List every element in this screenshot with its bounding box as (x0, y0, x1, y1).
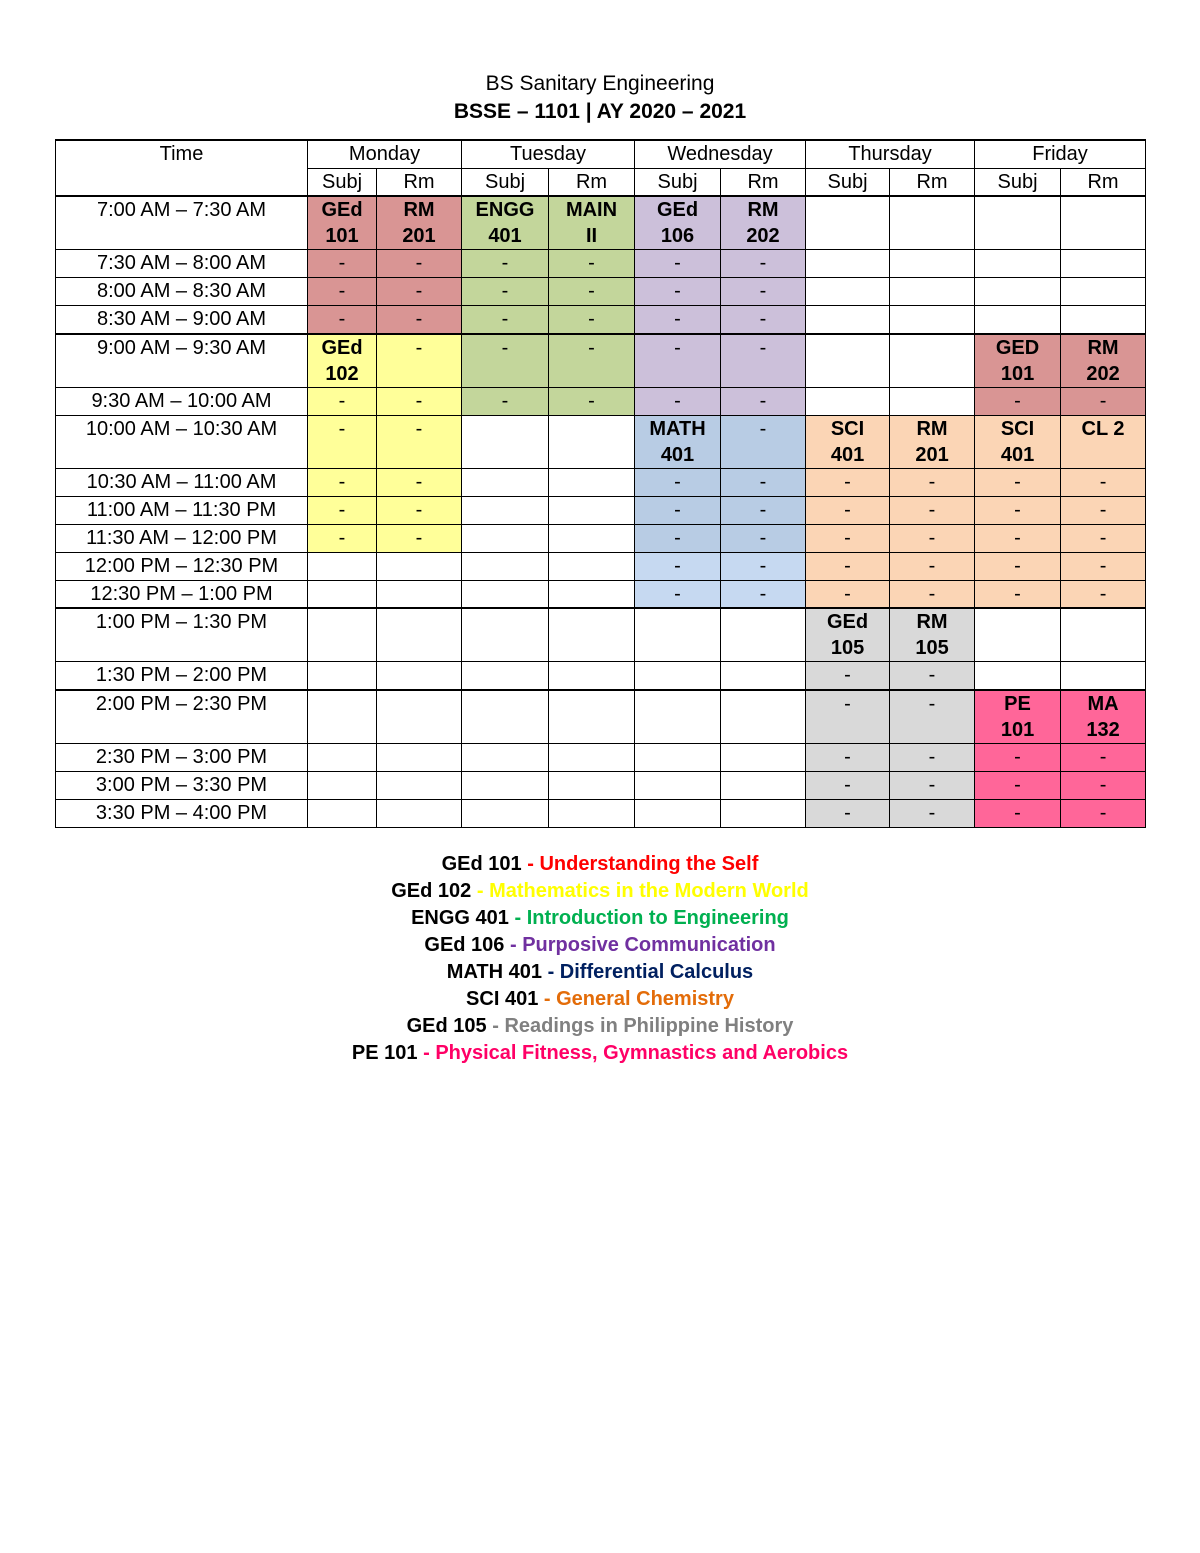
subject-cell (635, 743, 721, 771)
subheader-rm: Rm (549, 168, 635, 196)
subject-cell (806, 278, 890, 306)
subject-cell (462, 662, 549, 690)
legend-item (0, 905, 1200, 932)
room-cell: - (890, 662, 975, 690)
time-slot: 9:00 AM – 9:30 AM (56, 334, 308, 388)
time-slot: 11:30 AM – 12:00 PM (56, 524, 308, 552)
legend-code: GEd 105 (406, 1015, 487, 1037)
legend-code: PE 101 (351, 1042, 418, 1064)
room-cell: - (377, 387, 462, 415)
room-cell: RM 202 (1061, 334, 1146, 388)
subheader-subj: Subj (462, 168, 549, 196)
legend-subject-name: Mathematics in the Modern World (489, 880, 809, 902)
room-cell (1061, 278, 1146, 306)
room-cell (377, 743, 462, 771)
subject-cell: - (806, 662, 890, 690)
schedule-row (56, 662, 1146, 690)
room-cell: - (721, 306, 806, 334)
legend-item (0, 1013, 1200, 1040)
room-cell: - (721, 250, 806, 278)
subject-cell (462, 468, 549, 496)
room-cell: - (1061, 580, 1146, 608)
subject-cell (308, 662, 377, 690)
room-cell (890, 196, 975, 250)
subject-cell: GEd 105 (806, 608, 890, 662)
subject-cell (635, 771, 721, 799)
room-cell: - (1061, 524, 1146, 552)
time-slot: 1:30 PM – 2:00 PM (56, 662, 308, 690)
legend-separator: - (417, 1042, 436, 1064)
time-slot: 12:00 PM – 12:30 PM (56, 552, 308, 580)
room-cell (549, 690, 635, 744)
subject-cell: - (462, 278, 549, 306)
subheader-rm: Rm (721, 168, 806, 196)
subject-legend (0, 851, 1200, 1067)
room-cell (890, 278, 975, 306)
subject-cell: - (975, 771, 1061, 799)
legend-code: MATH 401 (446, 961, 543, 983)
room-cell: - (377, 468, 462, 496)
subject-cell (462, 580, 549, 608)
legend-code: GEd 106 (424, 934, 505, 956)
subject-cell: - (975, 799, 1061, 827)
subject-cell: - (462, 306, 549, 334)
room-cell: - (1061, 387, 1146, 415)
schedule-row (56, 415, 1146, 468)
legend-code: GEd 102 (391, 880, 472, 902)
room-cell: - (890, 771, 975, 799)
schedule-table (55, 139, 1146, 828)
program-title: BS Sanitary Engineering (485, 72, 715, 95)
subject-cell: - (308, 468, 377, 496)
room-cell: - (721, 468, 806, 496)
room-cell (549, 552, 635, 580)
subject-cell: GEd 102 (308, 334, 377, 388)
legend-separator: - (521, 853, 540, 875)
subheader-subj: Subj (635, 168, 721, 196)
subheader-rm: Rm (890, 168, 975, 196)
subheader-rm: Rm (377, 168, 462, 196)
room-cell (721, 771, 806, 799)
room-cell (377, 608, 462, 662)
schedule-row (56, 771, 1146, 799)
subject-cell: - (635, 580, 721, 608)
subject-cell (308, 580, 377, 608)
subject-cell (462, 799, 549, 827)
subject-cell (462, 496, 549, 524)
time-slot: 1:00 PM – 1:30 PM (56, 608, 308, 662)
legend-subject-name: Understanding the Self (539, 853, 759, 875)
room-cell (377, 771, 462, 799)
day-header-friday: Friday (975, 140, 1146, 168)
legend-subject-name: Physical Fitness, Gymnastics and Aerobics (435, 1042, 849, 1064)
room-cell (1061, 662, 1146, 690)
room-cell: - (377, 250, 462, 278)
subject-cell: - (308, 306, 377, 334)
room-cell: - (721, 580, 806, 608)
subject-cell (806, 306, 890, 334)
subject-cell: - (806, 552, 890, 580)
legend-item (0, 878, 1200, 905)
subject-cell (635, 662, 721, 690)
subheader-rm: Rm (1061, 168, 1146, 196)
subject-cell: - (806, 468, 890, 496)
legend-separator: - (471, 880, 490, 902)
room-cell (549, 743, 635, 771)
subject-cell: SCI 401 (806, 415, 890, 468)
room-cell (377, 552, 462, 580)
time-slot: 12:30 PM – 1:00 PM (56, 580, 308, 608)
subject-cell (308, 743, 377, 771)
room-cell: - (1061, 771, 1146, 799)
legend-subject-name: Differential Calculus (559, 961, 754, 983)
subject-cell: GED 101 (975, 334, 1061, 388)
subject-cell: - (635, 524, 721, 552)
room-cell (549, 771, 635, 799)
legend-item (0, 1040, 1200, 1067)
room-cell: MAIN II (549, 196, 635, 250)
schedule-row (56, 743, 1146, 771)
subject-cell (975, 662, 1061, 690)
subject-cell: - (975, 524, 1061, 552)
subject-cell: - (635, 387, 721, 415)
room-cell (1061, 196, 1146, 250)
room-cell: - (890, 524, 975, 552)
subject-cell: - (308, 496, 377, 524)
room-cell: - (377, 306, 462, 334)
subject-cell (806, 334, 890, 388)
legend-subject-name: Readings in Philippine History (504, 1015, 794, 1037)
room-cell (890, 334, 975, 388)
subject-cell (806, 250, 890, 278)
schedule-row (56, 552, 1146, 580)
room-cell: - (890, 496, 975, 524)
room-cell: - (1061, 552, 1146, 580)
subject-cell: - (308, 415, 377, 468)
time-slot: 3:00 PM – 3:30 PM (56, 771, 308, 799)
day-header-monday: Monday (308, 140, 462, 168)
subject-cell: SCI 401 (975, 415, 1061, 468)
subject-cell (462, 524, 549, 552)
room-cell (549, 608, 635, 662)
room-cell (549, 580, 635, 608)
room-cell: MA 132 (1061, 690, 1146, 744)
room-cell: - (890, 690, 975, 744)
room-cell (890, 250, 975, 278)
subject-cell: - (975, 580, 1061, 608)
room-cell: - (549, 306, 635, 334)
time-slot: 8:30 AM – 9:00 AM (56, 306, 308, 334)
schedule-row (56, 524, 1146, 552)
subject-cell: GEd 101 (308, 196, 377, 250)
legend-code: GEd 101 (441, 853, 522, 875)
room-cell: - (377, 415, 462, 468)
room-cell: RM 105 (890, 608, 975, 662)
room-cell: - (549, 387, 635, 415)
subject-cell: - (806, 496, 890, 524)
room-cell (721, 690, 806, 744)
subject-cell: - (975, 496, 1061, 524)
legend-subject-name: Purposive Communication (522, 934, 776, 956)
room-cell (377, 662, 462, 690)
subject-cell: - (462, 387, 549, 415)
time-column-header: Time (56, 140, 308, 196)
subject-cell (462, 415, 549, 468)
time-slot: 7:00 AM – 7:30 AM (56, 196, 308, 250)
room-cell: - (1061, 799, 1146, 827)
subject-cell (975, 306, 1061, 334)
room-cell: - (1061, 743, 1146, 771)
room-cell: - (377, 278, 462, 306)
schedule-row (56, 690, 1146, 744)
subject-cell: - (635, 278, 721, 306)
subject-cell (462, 743, 549, 771)
room-cell: CL 2 (1061, 415, 1146, 468)
subject-cell: - (975, 468, 1061, 496)
schedule-row (56, 580, 1146, 608)
schedule-row (56, 468, 1146, 496)
schedule-row (56, 278, 1146, 306)
room-cell (549, 468, 635, 496)
legend-separator: - (542, 961, 560, 983)
subject-cell (462, 608, 549, 662)
room-cell: - (890, 799, 975, 827)
schedule-row (56, 799, 1146, 827)
subject-cell (462, 771, 549, 799)
room-cell: RM 201 (377, 196, 462, 250)
room-cell: - (890, 468, 975, 496)
legend-separator: - (508, 907, 527, 929)
legend-item (0, 851, 1200, 878)
time-slot: 2:30 PM – 3:00 PM (56, 743, 308, 771)
room-cell: - (721, 278, 806, 306)
room-cell: - (549, 334, 635, 388)
room-cell (549, 799, 635, 827)
time-slot: 10:30 AM – 11:00 AM (56, 468, 308, 496)
subject-cell: - (308, 250, 377, 278)
subject-cell (635, 799, 721, 827)
legend-item (0, 959, 1200, 986)
subject-cell: GEd 106 (635, 196, 721, 250)
schedule-title-block (0, 70, 1200, 126)
subject-cell (308, 608, 377, 662)
day-header-thursday: Thursday (806, 140, 975, 168)
legend-separator: - (486, 1015, 505, 1037)
time-slot: 9:30 AM – 10:00 AM (56, 387, 308, 415)
subheader-subj: Subj (975, 168, 1061, 196)
subject-cell: - (806, 580, 890, 608)
subject-cell (975, 278, 1061, 306)
room-cell: - (377, 334, 462, 388)
room-cell: - (1061, 496, 1146, 524)
subject-cell: - (462, 250, 549, 278)
legend-separator: - (538, 988, 557, 1010)
legend-subject-name: General Chemistry (556, 988, 734, 1010)
room-cell: - (377, 524, 462, 552)
subject-cell: - (635, 552, 721, 580)
subject-cell (806, 387, 890, 415)
subject-cell (462, 690, 549, 744)
subheader-subj: Subj (308, 168, 377, 196)
subject-cell: - (806, 743, 890, 771)
subject-cell (975, 196, 1061, 250)
subject-cell: - (975, 387, 1061, 415)
schedule-row (56, 496, 1146, 524)
room-cell: - (549, 278, 635, 306)
room-cell: - (890, 552, 975, 580)
room-cell (1061, 250, 1146, 278)
schedule-row (56, 334, 1146, 388)
subject-cell: - (635, 334, 721, 388)
subject-cell (462, 552, 549, 580)
time-slot: 10:00 AM – 10:30 AM (56, 415, 308, 468)
subject-cell: - (635, 468, 721, 496)
schedule-row (56, 196, 1146, 250)
subject-cell: - (806, 771, 890, 799)
subject-cell: - (462, 334, 549, 388)
time-slot: 8:00 AM – 8:30 AM (56, 278, 308, 306)
schedule-row (56, 250, 1146, 278)
subject-cell (635, 690, 721, 744)
subject-cell: - (308, 524, 377, 552)
legend-separator: - (504, 934, 523, 956)
schedule-row (56, 387, 1146, 415)
room-cell: - (890, 743, 975, 771)
room-cell: - (377, 496, 462, 524)
subject-cell (635, 608, 721, 662)
time-slot: 3:30 PM – 4:00 PM (56, 799, 308, 827)
subject-cell (308, 799, 377, 827)
room-cell: - (721, 415, 806, 468)
subject-cell: ENGG 401 (462, 196, 549, 250)
time-slot: 11:00 AM – 11:30 PM (56, 496, 308, 524)
room-cell (1061, 608, 1146, 662)
room-cell (549, 496, 635, 524)
subject-cell: - (806, 524, 890, 552)
subheader-subj: Subj (806, 168, 890, 196)
legend-item (0, 932, 1200, 959)
room-cell (1061, 306, 1146, 334)
subject-cell: - (806, 690, 890, 744)
room-cell: - (721, 496, 806, 524)
room-cell: - (721, 334, 806, 388)
room-cell (721, 608, 806, 662)
room-cell: - (721, 524, 806, 552)
legend-item (0, 986, 1200, 1013)
subject-cell (806, 196, 890, 250)
room-cell (890, 306, 975, 334)
room-cell (721, 799, 806, 827)
room-cell (377, 799, 462, 827)
legend-code: ENGG 401 (411, 907, 509, 929)
day-header-wednesday: Wednesday (635, 140, 806, 168)
time-slot: 2:00 PM – 2:30 PM (56, 690, 308, 744)
subject-cell: MATH 401 (635, 415, 721, 468)
day-header-tuesday: Tuesday (462, 140, 635, 168)
room-cell (377, 690, 462, 744)
subject-cell (975, 250, 1061, 278)
room-cell (549, 415, 635, 468)
subject-cell: - (635, 306, 721, 334)
room-cell: - (721, 552, 806, 580)
schedule-row (56, 306, 1146, 334)
subject-cell: - (806, 799, 890, 827)
room-cell (549, 662, 635, 690)
room-cell (890, 387, 975, 415)
subject-cell: - (308, 387, 377, 415)
room-cell: RM 201 (890, 415, 975, 468)
legend-subject-name: Introduction to Engineering (526, 907, 789, 929)
room-cell: - (721, 387, 806, 415)
subject-cell: - (975, 552, 1061, 580)
room-cell: - (549, 250, 635, 278)
room-cell: RM 202 (721, 196, 806, 250)
room-cell (377, 580, 462, 608)
subject-cell: - (975, 743, 1061, 771)
subject-cell: - (635, 496, 721, 524)
subject-cell (308, 690, 377, 744)
subject-cell: - (308, 278, 377, 306)
legend-code: SCI 401 (466, 988, 539, 1010)
subject-cell (308, 771, 377, 799)
time-slot: 7:30 AM – 8:00 AM (56, 250, 308, 278)
room-cell (549, 524, 635, 552)
room-cell (721, 743, 806, 771)
section-title: BSSE – 1101 | AY 2020 – 2021 (453, 100, 747, 123)
subject-cell: PE 101 (975, 690, 1061, 744)
subject-cell: - (635, 250, 721, 278)
room-cell: - (1061, 468, 1146, 496)
room-cell: - (890, 580, 975, 608)
room-cell (721, 662, 806, 690)
subject-cell (975, 608, 1061, 662)
schedule-row (56, 608, 1146, 662)
subject-cell (308, 552, 377, 580)
